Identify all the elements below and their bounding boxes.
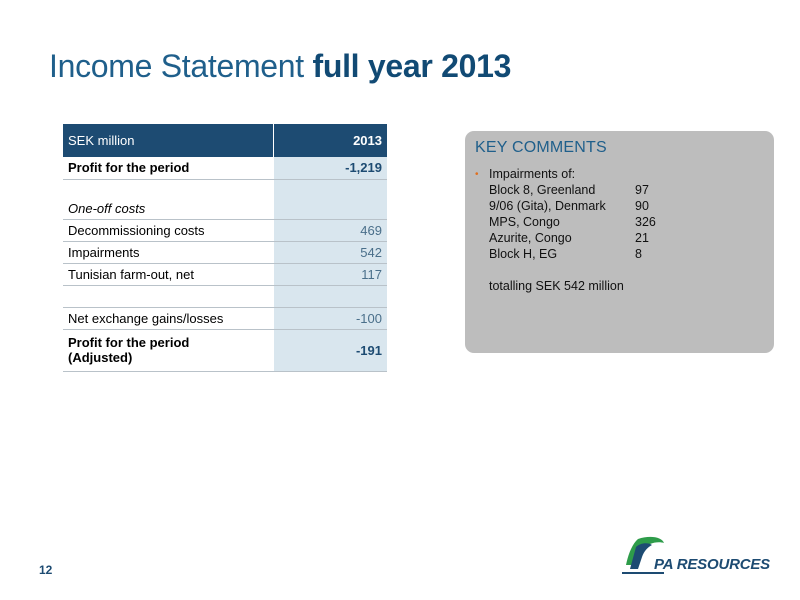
row-value: [274, 179, 388, 219]
impairment-value: 90: [635, 199, 649, 213]
impairment-item: [489, 214, 656, 230]
header-label: SEK million: [63, 124, 274, 157]
impairment-name: Block 8, Greenland: [489, 183, 596, 197]
impairment-value: 21: [635, 231, 649, 245]
impairment-item: [489, 182, 656, 198]
table-row: [63, 307, 387, 329]
key-comments-box: [465, 131, 774, 353]
bullet-item: [475, 166, 764, 294]
table-row: [63, 219, 387, 241]
row-label: Net exchange gains/losses: [63, 307, 274, 329]
impairment-name: Azurite, Congo: [489, 231, 572, 245]
row-label: [63, 285, 274, 307]
row-value: -191: [274, 329, 388, 371]
table-header-row: [63, 124, 387, 157]
row-label-line1: Profit for the period: [68, 335, 190, 350]
bullet-intro: Impairments of:: [489, 167, 576, 181]
impairment-item: [489, 198, 656, 214]
row-label: Tunisian farm-out, net: [63, 263, 274, 285]
impairment-name: 9/06 (Gita), Denmark: [489, 199, 606, 213]
table-row: [63, 285, 387, 307]
impairment-name: MPS, Congo: [489, 215, 560, 229]
row-label: Impairments: [63, 241, 274, 263]
bullet-content: [489, 166, 656, 294]
key-comments-heading: KEY COMMENTS: [475, 139, 607, 156]
income-statement-table: [63, 124, 387, 372]
header-year: 2013: [274, 124, 388, 157]
company-logo: [618, 535, 774, 575]
row-value: 542: [274, 241, 388, 263]
impairment-item: [489, 246, 656, 262]
table-row: [63, 179, 387, 219]
page-number: 12: [39, 563, 53, 577]
row-label-line2: (Adjusted): [68, 350, 133, 365]
title-regular: Income Statement: [49, 48, 313, 84]
impairment-value: 97: [635, 183, 649, 197]
impairment-item: [489, 230, 656, 246]
row-value: 469: [274, 219, 388, 241]
row-value: -1,219: [274, 157, 388, 179]
logo-text: PA RESOURCES: [654, 556, 770, 573]
row-value: 117: [274, 263, 388, 285]
slide-title: [49, 48, 511, 85]
row-label: One-off costs: [63, 179, 274, 219]
title-bold: full year 2013: [312, 48, 512, 84]
impairment-value: 326: [635, 215, 656, 229]
impairment-total: totalling SEK 542 million: [489, 279, 624, 293]
row-value: -100: [274, 307, 388, 329]
table-row: [63, 329, 387, 371]
row-label: Profit for the period: [63, 157, 274, 179]
impairment-value: 8: [635, 247, 642, 261]
table-row: [63, 263, 387, 285]
bullet-icon: •: [475, 169, 479, 180]
table-row: [63, 157, 387, 179]
table-row: [63, 241, 387, 263]
row-label: [63, 329, 274, 371]
row-value: [274, 285, 388, 307]
row-label: Decommissioning costs: [63, 219, 274, 241]
impairment-name: Block H, EG: [489, 247, 558, 261]
